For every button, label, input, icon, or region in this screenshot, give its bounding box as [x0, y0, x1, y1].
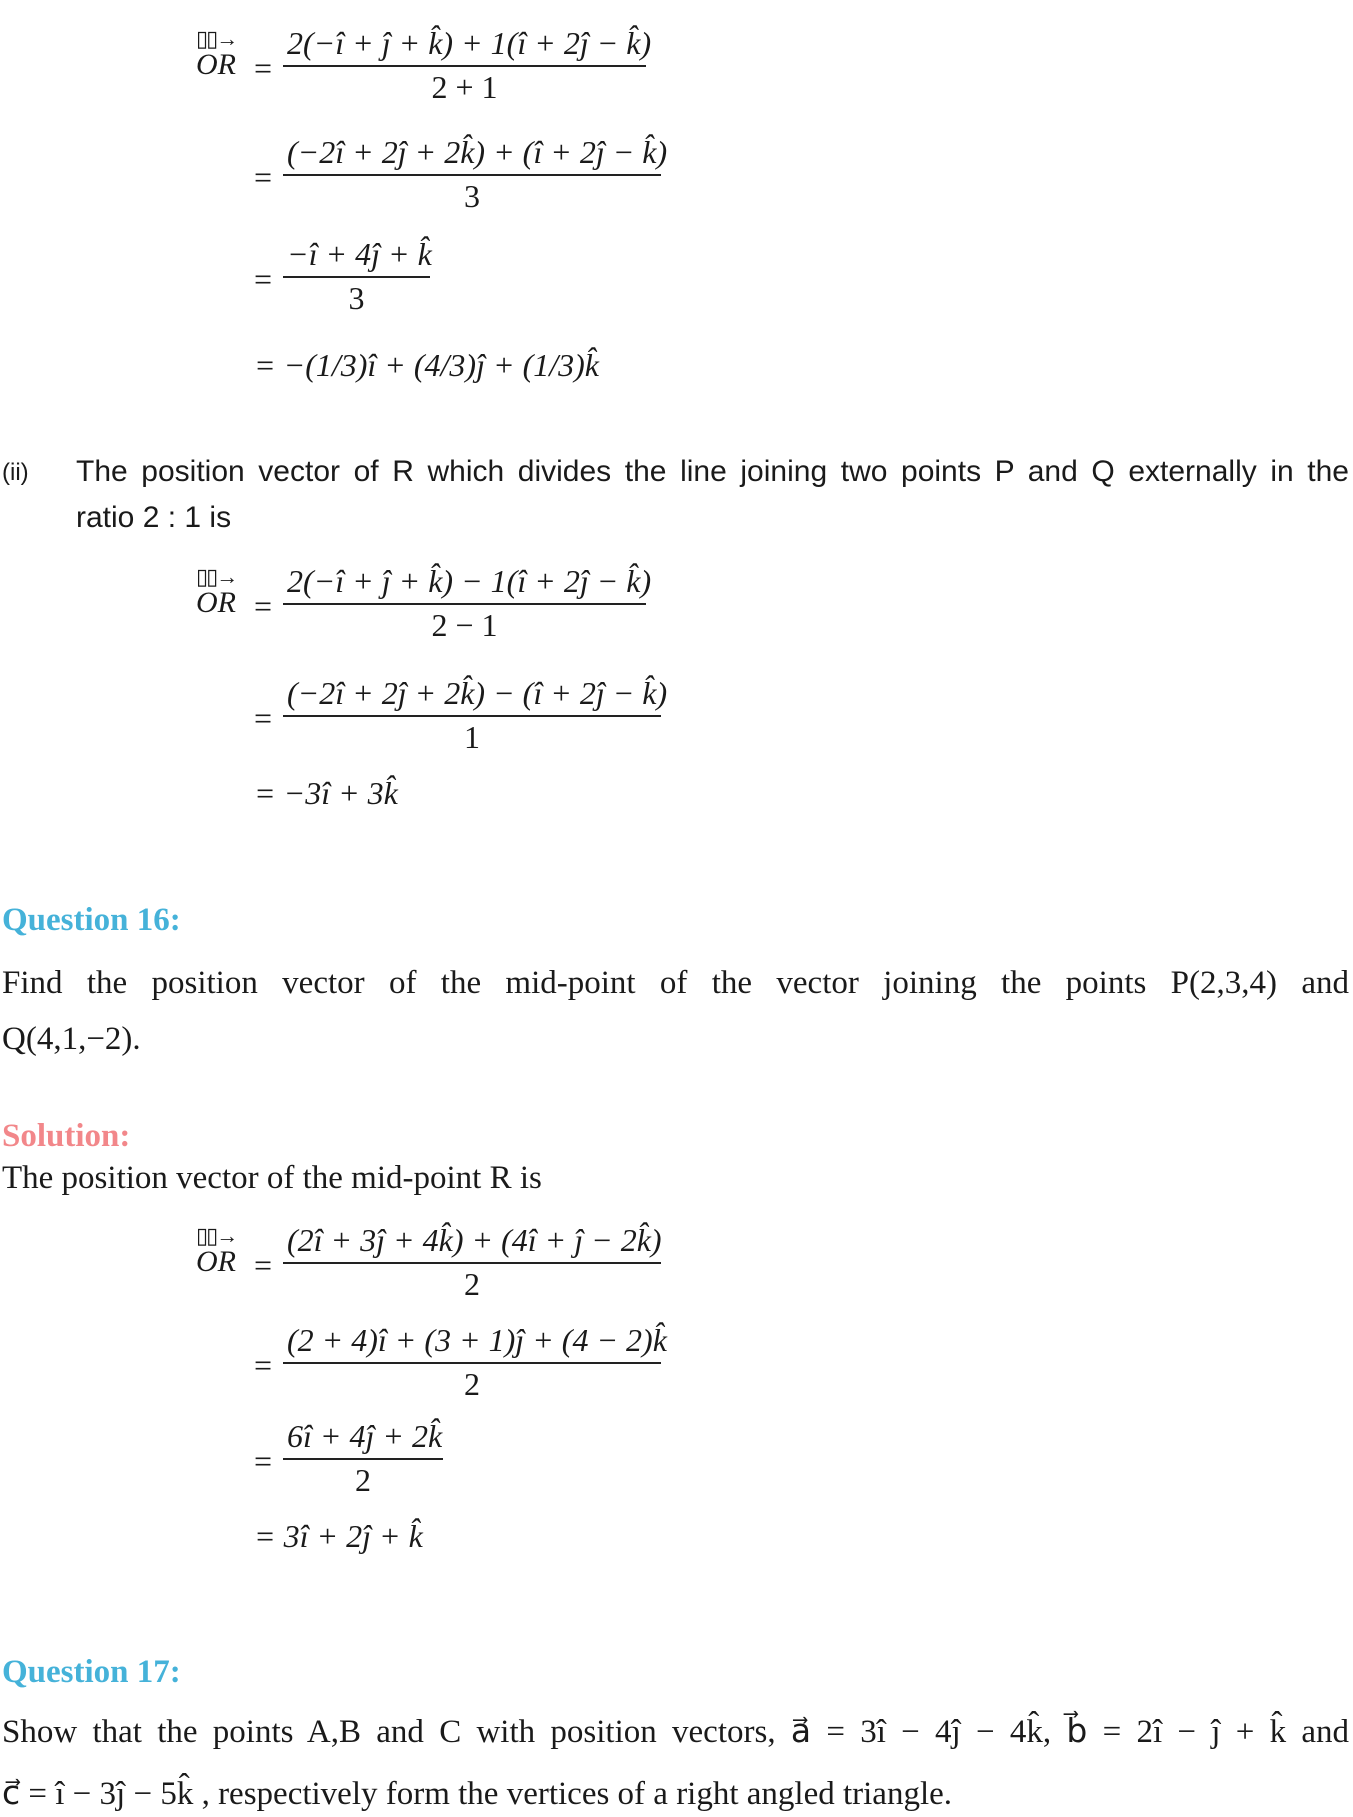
question-17-heading: Question 17: [2, 1654, 181, 1690]
fraction-step-2 [283, 130, 668, 216]
question-17-text: c⃗ = î − 3ĵ − 5k̂ , respectively form the vertices of a right angled triangle. [2, 1776, 953, 1812]
fraction-step-2 [283, 671, 668, 757]
numerator: 2(−î + ĵ + k̂) − 1(î + 2ĵ − k̂) [283, 559, 646, 605]
numerator: (−2î + 2ĵ + 2k̂) − (î + 2ĵ − k̂) [283, 671, 661, 717]
numerator: −î + 4ĵ + k̂ [283, 232, 430, 278]
denominator: 3 [464, 178, 480, 214]
denominator: 2 − 1 [431, 607, 498, 643]
equals-sign: = [254, 1247, 273, 1283]
equals-sign: = [254, 700, 273, 736]
part-ii-text: The position vector of R which divides the line joining two points P and Q externally in the [76, 455, 1349, 488]
question-16-heading: Question 16: [2, 902, 181, 938]
fraction-step-1 [283, 559, 652, 645]
vector-or-label: ▯▯→ OR [196, 26, 237, 81]
numerator: (−2î + 2ĵ + 2k̂) + (î + 2ĵ − k̂) [283, 130, 661, 176]
fraction-step-3 [283, 232, 430, 318]
question-17-text: Show that the points A,B and C with position vectors, a⃗ = 3î − 4ĵ − 4k̂, b⃗ = 2î − ĵ + k̂ and [2, 1714, 1349, 1750]
equals-sign: = [254, 50, 273, 86]
denominator: 3 [348, 280, 365, 316]
numerator: 2(−î + ĵ + k̂) + 1(î + 2ĵ − k̂) [283, 21, 646, 67]
numerator: 6î + 4ĵ + 2k̂ [283, 1414, 443, 1460]
fraction-step-1 [283, 21, 652, 107]
vector-or-label: ▯▯→ OR [196, 564, 237, 619]
equals-sign: = [254, 588, 273, 624]
equals-sign: = [254, 1347, 273, 1383]
vector-arrow-icon: ▯▯→ [196, 564, 237, 589]
result-line: = 3î + 2ĵ + k̂ [254, 1518, 423, 1554]
fraction-step-1 [283, 1218, 661, 1304]
question-16-text: Q(4,1,−2). [2, 1021, 141, 1057]
result-line: = −(1/3)î + (4/3)ĵ + (1/3)k̂ [254, 347, 599, 383]
denominator: 2 + 1 [431, 69, 498, 105]
equals-sign: = [254, 261, 273, 297]
numerator: (2î + 3ĵ + 4k̂) + (4î + ĵ − 2k̂) [283, 1218, 661, 1264]
denominator: 2 [464, 1266, 480, 1302]
fraction-step-2 [283, 1318, 667, 1404]
denominator: 2 [464, 1366, 480, 1402]
fraction-step-3 [283, 1414, 443, 1500]
part-label: (ii) [2, 459, 29, 486]
question-16-text: Find the position vector of the mid-point of the vector joining the points P(2,3,4) and [2, 965, 1349, 1001]
equals-sign: = [254, 159, 273, 195]
denominator: 1 [464, 719, 480, 755]
part-ii-text: ratio 2 : 1 is [76, 501, 232, 534]
numerator: (2 + 4)î + (3 + 1)ĵ + (4 − 2)k̂ [283, 1318, 661, 1364]
vector-or-label: ▯▯→ OR [196, 1223, 237, 1278]
denominator: 2 [355, 1462, 371, 1498]
result-line: = −3î + 3k̂ [254, 775, 398, 811]
vector-arrow-icon: ▯▯→ [196, 26, 237, 51]
solution-heading: Solution: [2, 1118, 131, 1154]
equals-sign: = [254, 1443, 273, 1479]
vector-arrow-icon: ▯▯→ [196, 1223, 237, 1248]
solution-text: The position vector of the mid-point R is [2, 1160, 542, 1196]
